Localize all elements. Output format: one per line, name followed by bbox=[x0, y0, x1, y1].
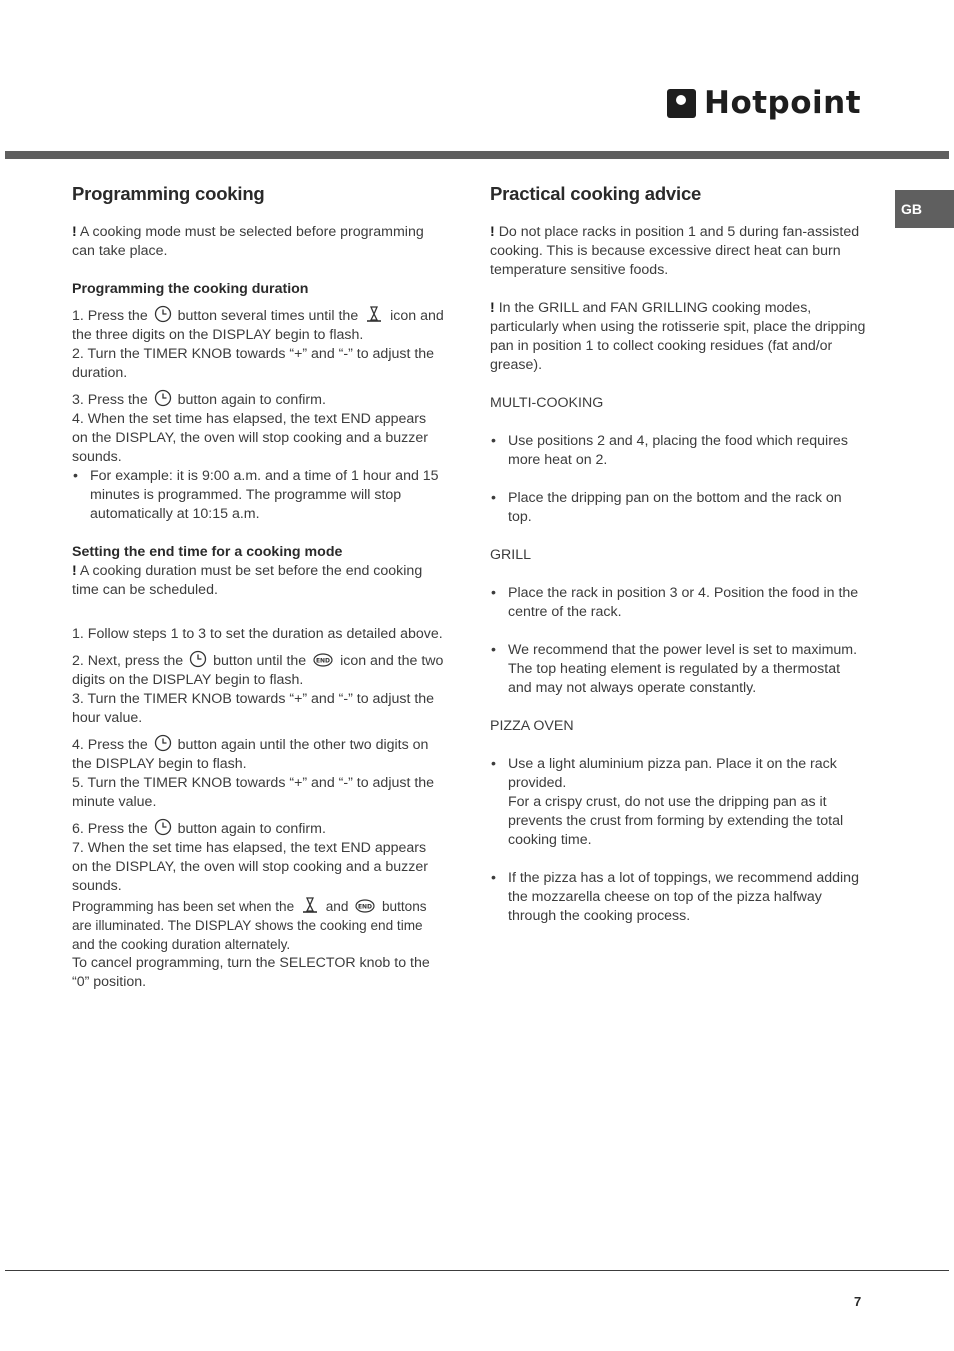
end-step-5: 5. Turn the TIMER KNOB towards “+” and “-” to adjust the minute value. bbox=[72, 775, 435, 810]
page-number: 7 bbox=[854, 1294, 862, 1309]
grill-warning: ! In the GRILL and FAN GRILLING cooking modes, particularly when using the rotisserie spit, place the dripping pan in position 1 to collect cooking residues (fat and/or grease). bbox=[490, 300, 866, 373]
heading-multi-cooking: MULTI-COOKING bbox=[490, 395, 604, 411]
example-bullet: • For example: it is 9:00 a.m. and a time of 1 hour and 15 minutes is programmed. The programme will stop automatically at 10:15 a.m. bbox=[72, 467, 444, 524]
language-tab: GB bbox=[895, 190, 954, 228]
end-step-6: 6. Press the button again to confirm. bbox=[72, 818, 444, 839]
heading-pizza-oven: PIZZA OVEN bbox=[490, 718, 574, 734]
warning-icon: ! bbox=[72, 224, 77, 240]
cooking-duration-icon bbox=[364, 305, 384, 323]
subheading-duration: Programming the cooking duration bbox=[72, 281, 309, 297]
subheading-end-time: Setting the end time for a cooking mode bbox=[72, 544, 343, 560]
grill-bullet-1: • Place the rack in position 3 or 4. Position the food in the centre of the rack. bbox=[490, 584, 866, 622]
rack-warning: ! Do not place racks in position 1 and 5 during fan-assisted cooking. This is because excessive direct heat can burn temperature sensitive foods. bbox=[490, 224, 860, 278]
warning-icon: ! bbox=[490, 300, 495, 316]
section-title: Practical cooking advice bbox=[490, 183, 702, 204]
end-step-7: 7. When the set time has elapsed, the text END appears on the DISPLAY, the oven will stop cooking and a buzzer sounds. bbox=[72, 840, 428, 894]
cancel-note: To cancel programming, turn the SELECTOR knob to the “0” position. bbox=[72, 955, 430, 990]
clock-icon bbox=[189, 650, 207, 668]
footer-divider bbox=[5, 1270, 949, 1271]
clock-icon bbox=[154, 734, 172, 752]
multi-bullet-1: • Use positions 2 and 4, placing the food which requires more heat on 2. bbox=[490, 432, 866, 470]
intro-warning: ! A cooking mode must be selected before programming can take place. bbox=[72, 224, 424, 259]
duration-step-2: 2. Turn the TIMER KNOB towards “+” and “-” to adjust the duration. bbox=[72, 346, 435, 381]
end-time-icon bbox=[354, 896, 376, 914]
end-step-4: 4. Press the button again until the other two digits on the DISPLAY begin to flash. bbox=[72, 734, 444, 774]
svg-text:END: END bbox=[358, 903, 373, 911]
hotpoint-logo bbox=[667, 84, 861, 122]
end-step-2: 2. Next, press the button until the END icon and the two digits on the DISPLAY begin to flash. bbox=[72, 650, 444, 690]
end-step-1: 1. Follow steps 1 to 3 to set the duration as detailed above. bbox=[72, 626, 443, 642]
pizza-bullet-2: • If the pizza has a lot of toppings, we recommend adding the mozzarella cheese on top of the pizza halfway through the cooking process. bbox=[490, 869, 866, 926]
clock-icon bbox=[154, 818, 172, 836]
clock-icon bbox=[154, 305, 172, 323]
end-time-warning: ! A cooking duration must be set before the end cooking time can be scheduled. bbox=[72, 563, 423, 598]
programming-cooking-section bbox=[72, 182, 444, 992]
end-time-icon bbox=[312, 650, 334, 668]
section-title: Programming cooking bbox=[72, 183, 265, 204]
brand-name: Hotpoint bbox=[704, 85, 862, 121]
duration-step-1: 1. Press the button several times until the icon and the three digits on the DISPLAY begin to flash. bbox=[72, 305, 444, 345]
programming-set-note: Programming has been set when the and END buttons are illuminated. The DISPLAY shows the cooking end time and the cooking duration alternately. bbox=[72, 896, 444, 954]
header-divider bbox=[5, 151, 949, 159]
clock-icon bbox=[154, 389, 172, 407]
hotpoint-logo-icon bbox=[667, 89, 696, 118]
practical-advice-section bbox=[490, 182, 866, 926]
grill-bullet-2: • We recommend that the power level is set to maximum. The top heating element is regulated by a thermostat and may not always operate constantly. bbox=[490, 641, 866, 698]
multi-bullet-2: • Place the dripping pan on the bottom and the rack on top. bbox=[490, 489, 866, 527]
warning-icon: ! bbox=[72, 563, 77, 579]
duration-step-3: 3. Press the button again to confirm. bbox=[72, 389, 444, 410]
cooking-duration-icon bbox=[300, 896, 320, 914]
duration-step-4: 4. When the set time has elapsed, the text END appears on the DISPLAY, the oven will stop cooking and a buzzer sounds. bbox=[72, 411, 428, 465]
pizza-bullet-1: • Use a light aluminium pizza pan. Place it on the rack provided. For a crispy crust, do not use the dripping pan as it prevents the crust from forming by extending the total cooking time. bbox=[490, 755, 866, 850]
heading-grill: GRILL bbox=[490, 547, 532, 563]
svg-text:END: END bbox=[316, 657, 331, 665]
end-step-3: 3. Turn the TIMER KNOB towards “+” and “-” to adjust the hour value. bbox=[72, 691, 435, 726]
warning-icon: ! bbox=[490, 224, 495, 240]
